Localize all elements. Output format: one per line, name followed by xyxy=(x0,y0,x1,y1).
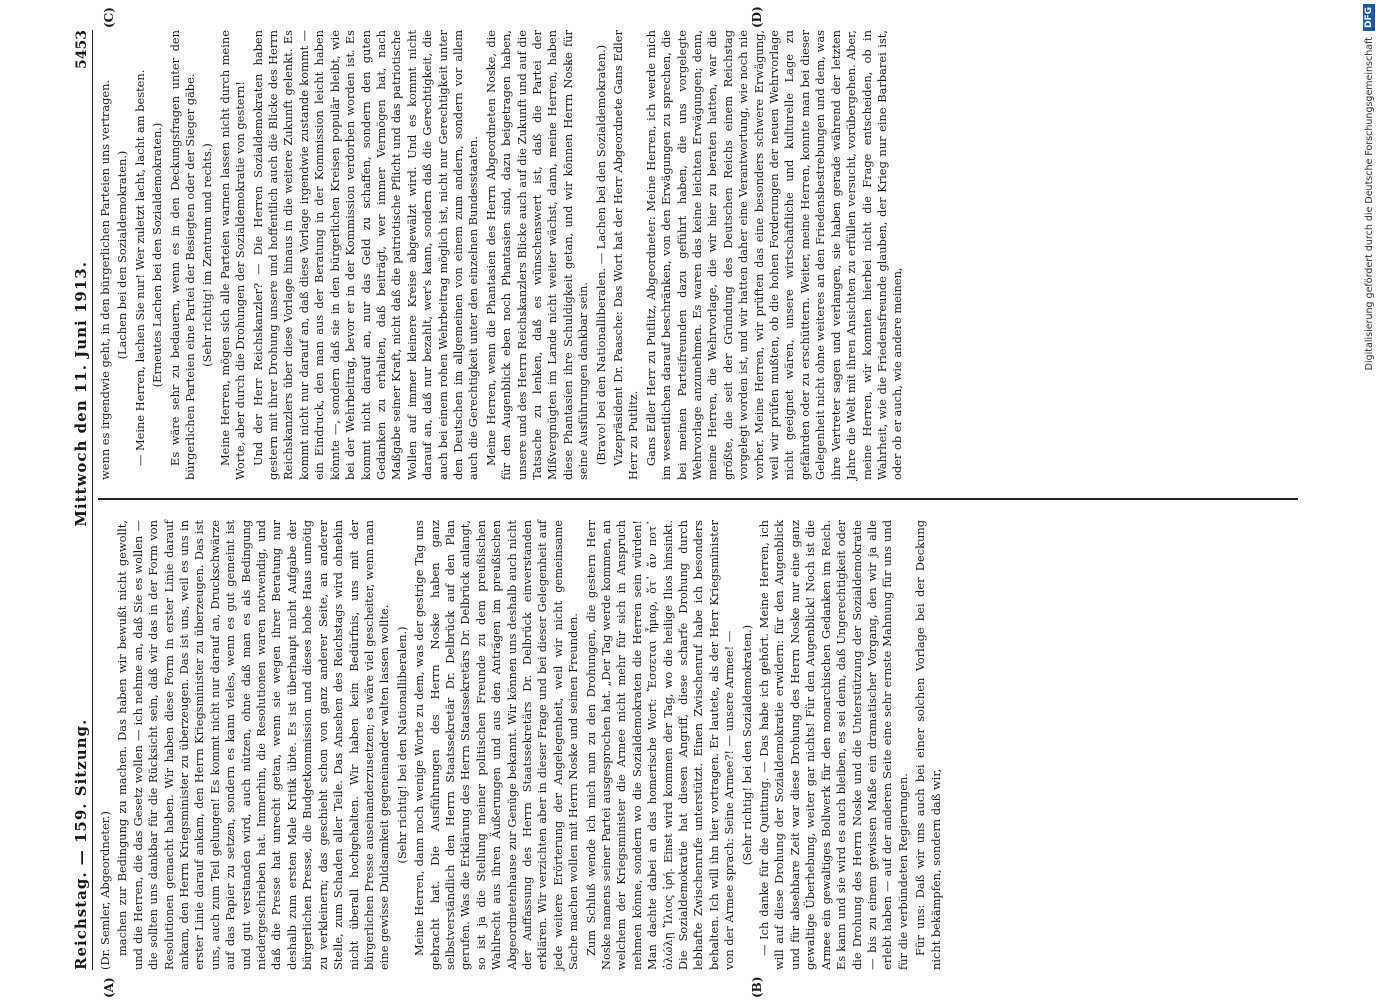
left-column xyxy=(98,520,946,970)
right-column xyxy=(98,30,908,480)
paragraph: — Ich danke für die Quittung. — Das habe ich gehört. Meine Herren, ich will auf diese Drohung der Sozialdemokratie erwidern: für den Augenblick und für absehbare Zeit war diese Drohung des Herrn Noske nur eine ganz gewaltige Überhebung, weiter gar nichts! Für den Augenblick! Noch ist die Armee ein gewaltiges Bollwerk für den monarchischen Gedanken im Reich. Es kann und sie wird es auch bleiben, es sei denn, daß Ungerechtigkeit oder die Drohung des Herrn Noske und die Unterstützung der Sozialdemokratie — bis zu einem gewissen Maße ein dramatischer Vorgang, den wir ja alle erlebt haben — auf der anderen Seite eine sehr ernste Mahnung für uns und für die verbündeten Regierungen. xyxy=(757,520,910,970)
paragraph: Gans Edler Herr zu Putlitz, Abgeordneter: Meine Herren, ich werde mich im wesentlichen darauf beschränken, von den Erwägungen zu sprechen, die bei meinen Parteifreunden dazu geführt haben, die uns vorgelegte Wehrvorlage anzunehmen. Es waren das keine leichten Erwägungen; denn, meine Herren, die Wehrvorlage, die wir hier zu beraten hatten, war die größte, die seit der Gründung des Deutschen Reichs einem Reichstag vorgelegt worden ist, und wir hatten daher eine Verantwortung, wie noch nie vorher. Meine Herren, wir prüften das eine besonders schwere Erwägung, weil wir prüfen mußten, ob die hohen Forderungen der neuen Wehrvorlage nicht geeignet wären, unsere wirtschaftliche und kulturelle Lage zu gefährden oder zu erschüttern. Weiter, meine Herren, konnte man bei dieser Gelegenheit nicht ohne weiteres an den Friedensbestrebungen und dem, was ihre Vertreter sagen und verlangen, sie haben gerade während der letzten Jahre die Welt mit ihren Ansichten zu erfüllen versucht, vorübergehen. Aber, meine Herren, wir konnten hierbei nicht die Frage entscheiden, ob in Wahrheit, wie die Friedensfreunde glauben, der Krieg nur eine Barbarei ist, oder ob er auch, wie andere meinen, xyxy=(643,30,905,480)
column-divider xyxy=(98,498,1298,500)
credit-text: Digitalisierung gefördert durch die Deutsche Forschungsgemeinschaft xyxy=(1363,37,1375,371)
paragraph: Vizepräsident Dr. Paasche: Das Wort hat der Herr Abgeordnete Gans Edler Herr zu Putlitz. xyxy=(611,30,641,480)
paragraph: Für uns: Daß wir uns auch bei einer solchen Vorlage bei der Deckung nicht bekämpfen, sondern daß wir, xyxy=(913,520,943,970)
paragraph: Meine Herren, dann noch wenige Worte zu dem, was der gestrige Tag uns gebracht hat. Die Ausführungen des Herrn Noske haben ganz selbstverständlich den Herrn Staatssekretär Dr. Delbrück auf den Plan gerufen. Was die Erklärung des Herrn Staatssekretärs Dr. Delbrück anlangt, so ist ja die Stellung meiner politischen Freunde zu dem preußischen Wahlrecht aus ihren Äußerungen und aus den Anträgen im preußischen Abgeordnetenhause zur Genüge bekannt. Wir können uns deshalb auch nicht der Auffassung des Herrn Staatssekretärs Dr. Delbrück einverstanden erklären. Wir verzichten aber in dieser Frage und bei dieser Gelegenheit auf jede weitere Erörterung der Angelegenheit, weil wir nicht gemeinsame Sache machen wollen mit Herrn Noske und seinen Freunden. xyxy=(412,520,581,970)
interjection: (Bravo! bei den Nationalliberalen. — Lachen bei den Sozialdemokraten.) xyxy=(593,44,608,466)
header-session: Reichstag. — 159. Sitzung. xyxy=(72,718,90,970)
margin-marker-c: (C) xyxy=(102,7,116,28)
interjection: (Sehr richtig! bei den Nationalliberalen.) xyxy=(394,626,409,864)
interjection: (Lachen bei den Sozialdemokraten.) xyxy=(115,150,130,360)
paragraph: — Meine Herren, lachen Sie nur! Wer zuletzt lacht, lacht am besten. xyxy=(132,69,147,466)
page-number: 5453 xyxy=(74,30,90,69)
interjection: (Sehr richtig! bei den Sozialdemokraten.) xyxy=(739,624,754,866)
interjection: (Sehr richtig! im Zentrum und rechts.) xyxy=(200,143,215,367)
interjection: (Erneutes Lachen bei den Sozialdemokraten.) xyxy=(150,122,165,388)
margin-marker-b: (B) xyxy=(750,976,764,998)
paragraph: machen zur Bedingung zu machen. Das haben wir bewußt nicht gewollt, und die Herren, die das Gesetz wollen — ich nehme an, daß Sie es wollen — die sollten uns dankbar für die Rücksicht sein, daß wir das in der Form von Resolutionen gemacht haben. Wir haben diese Form in erster Linie darauf ankam, den Herrn Kriegsminister zu überzeugen. Das ist uns, weil es uns in erster Linie darauf ankam, den Herrn Kriegsminister zu überzeugen. Das ist uns, auch zum Teil gelungen! Es kommt nicht nur darauf an, Druckschwärze auf das Papier zu setzen, sondern es kann vieles, wenn es gut gemeint ist und gut verstanden wird, auch nützen, ohne daß man es als Bedingung niedergeschrieben hat. Immerhin, die Resolutionen waren notwendig, und daß die Presse hat unrecht getan, wenn sie wegen ihrer Beratung nur deshalb zum ersten Male Kritik übte. Es ist überhaupt nicht Aufgabe der bürgerlichen Presse, die Budgetkommission und dieses hohe Haus unnötig zu verkleinern; das geschieht schon von ganz anderer Seite, an anderer Stelle, zum Schaden aller Teile. Das Ansehen des Reichstags wird ohnehin nicht überall hochgehalten. Wir haben kein Bedürfnis, uns mit der bürgerlichen Presse auseinanderzusetzen; es wäre viel gescheiter, wenn man eine gewisse Duldsamkeit gegeneinander walten lassen wollte. xyxy=(115,520,392,970)
digitization-credit xyxy=(1359,4,1379,604)
page-header xyxy=(50,30,93,970)
margin-marker-d: (D) xyxy=(750,6,764,28)
paragraph: Und der Herr Reichskanzler? — Die Herren Sozialdemokraten haben gestern mit ihrer Drohung unsere und hoffentlich auch die Blicke des Herrn Reichskanzlers über diese Vorlage hinaus in die weitere Zukunft gelenkt. Es kommt nicht nur darauf an, daß diese Vorlage irgendwie zustande kommt — ein Eindruck, den man aus der Beratung in der Kommission leicht haben könnte —, sondern daß sie in den bürgerlichen Kreisen populär bleibt, wie bei der Wehrbeitrag, bevor er in der Kommission verdorben worden ist. Es kommt nicht darauf an, nur das Geld zu schaffen, sondern den guten Gedanken zu erhalten, daß beiträgt, wer immer Vermögen hat, nach Maßgabe seiner Kraft, nicht daß die patriotische Pflicht und das patriotische Wollen auf immer kleinere Kreise abgewälzt wird. Und es kommt nicht darauf an, daß nur bezahlt, wer's kann, sondern daß die Gerechtigkeit, die auch bei einem rohen Wehrbeitrag möglich ist, nicht nur Gerechtigkeit unter den Deutschen im allgemeinen von einem zum andern, sondern vor allem auch die Gerechtigkeit unter den einzelnen Bundesstaaten. xyxy=(250,30,481,480)
paragraph: (Dr. Semler, Abgeordneter.) xyxy=(98,811,112,970)
dfg-logo-icon: DFG xyxy=(1363,4,1375,31)
paragraph: Es wäre sehr zu bedauern, wenn es in den Deckungsfragen unter den bürgerlichen Parteien eine Partei der Besiegten oder der Sieger gäbe. xyxy=(167,30,198,480)
paragraph: Meine Herren, mögen sich alle Parteien warnen lassen nicht durch meine Worte, aber durch die Drohungen der Sozialdemokratie von gestern! xyxy=(217,30,248,480)
margin-marker-a: (A) xyxy=(102,977,116,998)
header-date: Mittwoch den 11. Juni 1913. xyxy=(72,261,90,527)
paragraph: wenn es irgendwie geht, in den bürgerlichen Parteien uns vertragen. xyxy=(98,79,112,480)
rotated-page-content xyxy=(50,6,1310,998)
paragraph: Zum Schluß wende ich mich nun zu den Drohungen, die gestern Herr Noske namens seiner Partei ausgesprochen hat. „Der Tag werde kommen, an welchem der Kriegsminister die Armee nicht mehr für sich in Anspruch nehmen könne, sondern wo die Sozialdemokraten die Herren sein würden! Man dachte dabei an das homerische Wort: Ἔσσεται ἦμαρ, ὅτ᾽ ἄν ποτ᾽ ὀλώλῃ Ἴλιος ἱρή. Einst wird kommen der Tag, wo die heilige Ilios hinsinkt. Die Sozialdemokratie hat diesen Angriff, diese scharfe Drohung durch lebhafte Zwischenrufe unterstützt. Einen Zwischenruf habe ich besonders behalten. Ich will ihn hier vortragen. Er lautete, als der Herr Kriegsminister von der Armee sprach: Seine Armee?! — unsere Armee! — xyxy=(583,520,737,970)
paragraph: Meine Herren, wenn die Phantasien des Herrn Abgeordneten Noske, die für den Augenblick eben noch Phantasien sind, dazu beigetragen haben, unsere und des Herrn Reichskanzlers Blicke auch auf die Zukunft und auf die Tatsache zu lenken, daß es wünschenswert ist, daß die Partei der Mißvergnügten im Lande nicht weiter wächst, dann, meine Herren, haben diese Phantasien ihre Schuldigkeit getan, und wir können Herrn Noske für seine Ausführungen dankbar sein. xyxy=(483,29,591,480)
